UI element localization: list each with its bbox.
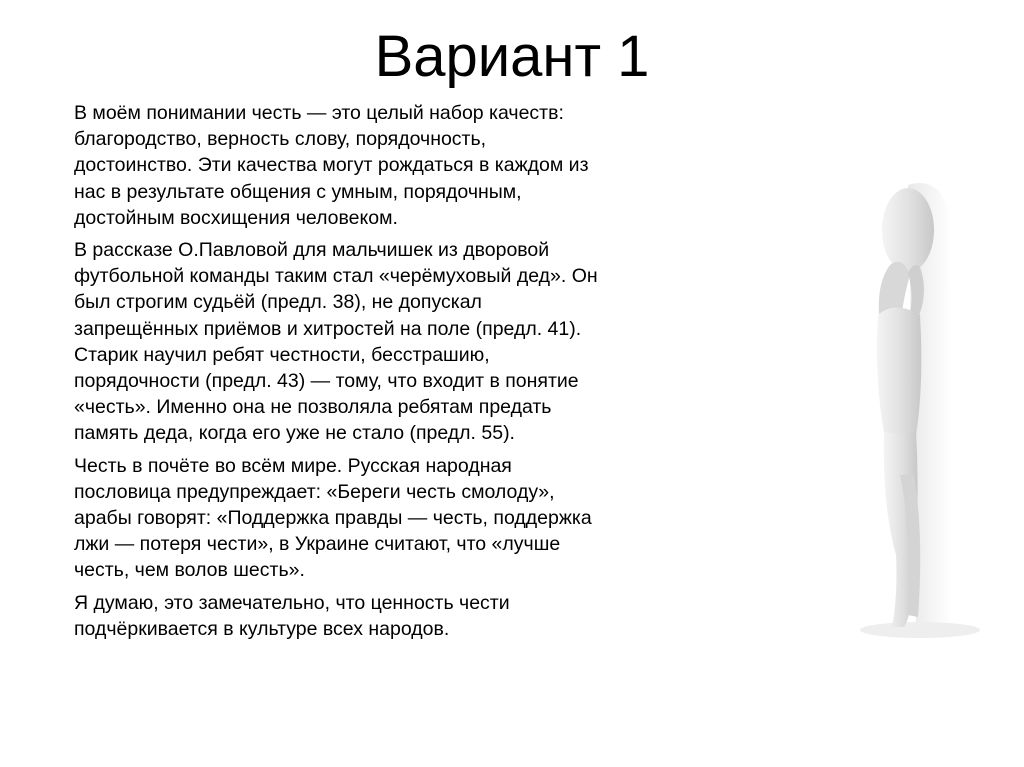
paragraph-4: Я думаю, это замечательно, что ценность чести подчёркивается в культуре всех народов.	[74, 591, 510, 640]
paragraph-2: В рассказе О.Павловой для мальчишек из дворовой футбольной команды таким стал «черёмуховый дед». Он был строгим судьёй (предл. 38), не допускал запрещённых приёмов и хитростей на поле (предл. 41). Старик научил ребят честности, бесстрашию, порядочности (предл. 43) — тому, что входит в понятие «честь». Именно она не позволяла ребятам предать память деда, когда его уже не стало (предл. 55).	[74, 239, 598, 445]
paragraph-1: В моём понимании честь — это целый набор качеств: благородство, верность слову, порядочность, достоинство. Эти качества могут рождаться в каждом из нас в результате общения с умным, порядочным, достойным восхищения человеком.	[74, 102, 589, 229]
paragraph-3: Честь в почёте во всём мире. Русская народная пословица предупреждает: «Береги честь смолоду», арабы говорят: «Поддержка правды — честь, поддержка лжи — потеря чести», в Украине считают, что «лучше честь, чем волов шесть».	[74, 454, 592, 582]
floor-shadow	[860, 622, 980, 638]
body-text	[74, 100, 714, 648]
ashamed-figure-icon	[820, 175, 980, 645]
slide-title: Вариант 1	[374, 24, 650, 89]
figure-head	[882, 188, 934, 272]
figure-torso	[877, 308, 921, 440]
